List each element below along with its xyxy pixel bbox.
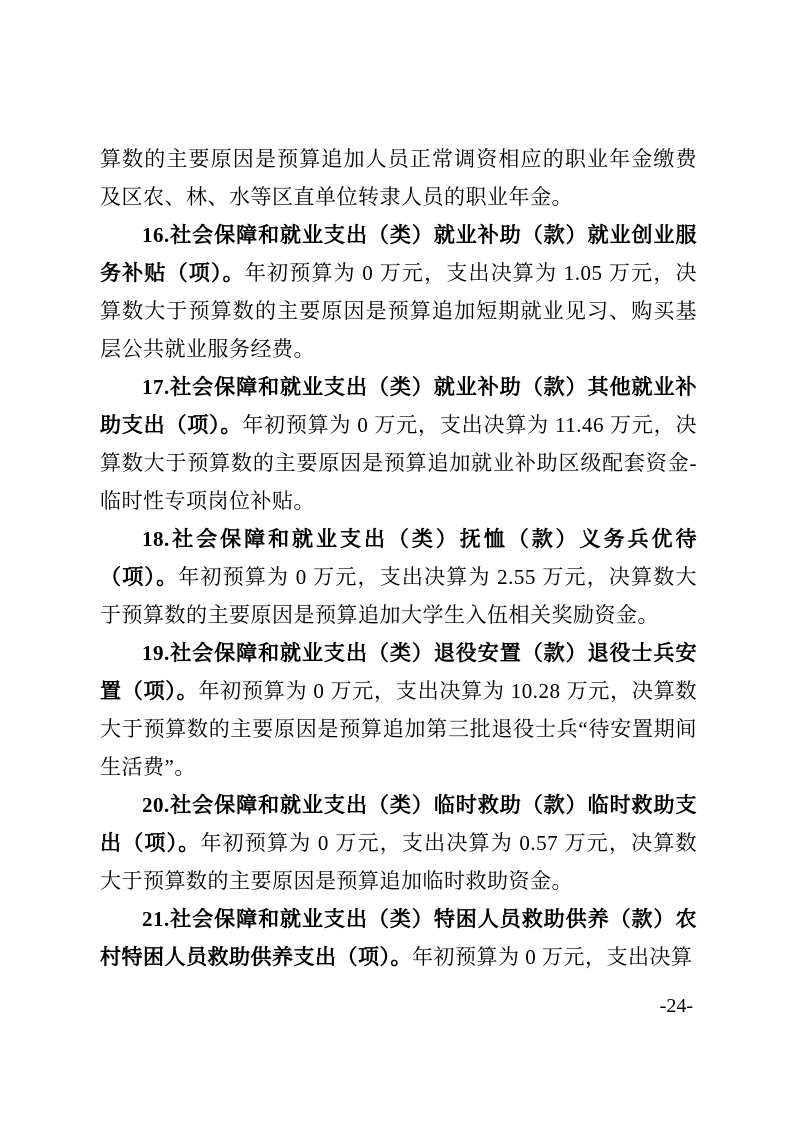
document-body [100,140,697,976]
paragraph-lead: 16.社会保障和就业支出（类）就业补助（款）就业创业服务补贴（项）。 [100,223,697,285]
paragraph-item-19 [100,634,697,786]
paragraph-text: 年初预算为 0 万元，支出决算为 10.28 万元，决算数大于预算数的主要原因是预算追加第三批退役士兵“待安置期间生活费”。 [100,679,698,779]
paragraph-item-18 [100,520,697,634]
paragraph-lead: 21.社会保障和就业支出（类）特困人员救助供养（款）农村特困人员救助供养支出（项）。 [100,907,697,969]
paragraph-continuation [100,140,697,216]
paragraph-item-16 [100,216,697,368]
paragraph-lead: 20.社会保障和就业支出（类）临时救助（款）临时救助支出（项）。 [100,793,697,855]
paragraph-text: 年初预算为 0 万元，支出决算为 2.55 万元，决算数大于预算数的主要原因是预算追加大学生入伍相关奖励资金。 [100,565,698,627]
paragraph-text: 算数的主要原因是预算追加人员正常调资相应的职业年金缴费及区农、林、水等区直单位转隶人员的职业年金。 [100,147,697,209]
paragraph-text: 年初预算为 0 万元，支出决算为 0.57 万元，决算数大于预算数的主要原因是预算追加临时救助资金。 [100,831,698,893]
paragraph-lead: 17.社会保障和就业支出（类）就业补助（款）其他就业补助支出（项）。 [100,375,697,437]
paragraph-text: 年初预算为 0 万元，支出决算 [412,945,693,969]
paragraph-lead: 19.社会保障和就业支出（类）退役安置（款）退役士兵安置（项）。 [100,641,697,703]
page-number: -24- [659,995,693,1017]
paragraph-text: 年初预算为 0 万元，支出决算为 11.46 万元，决算数大于预算数的主要原因是预算追加就业补助区级配套资金-临时性专项岗位补贴。 [100,413,697,513]
paragraph-item-21 [100,900,697,976]
paragraph-item-17 [100,368,697,520]
paragraph-lead: 18.社会保障和就业支出（类）抚恤（款）义务兵优待（项）。 [100,527,697,589]
paragraph-text: 年初预算为 0 万元，支出决算为 1.05 万元，决算数大于预算数的主要原因是预算追加短期就业见习、购买基层公共就业服务经费。 [100,261,698,361]
paragraph-item-20 [100,786,697,900]
